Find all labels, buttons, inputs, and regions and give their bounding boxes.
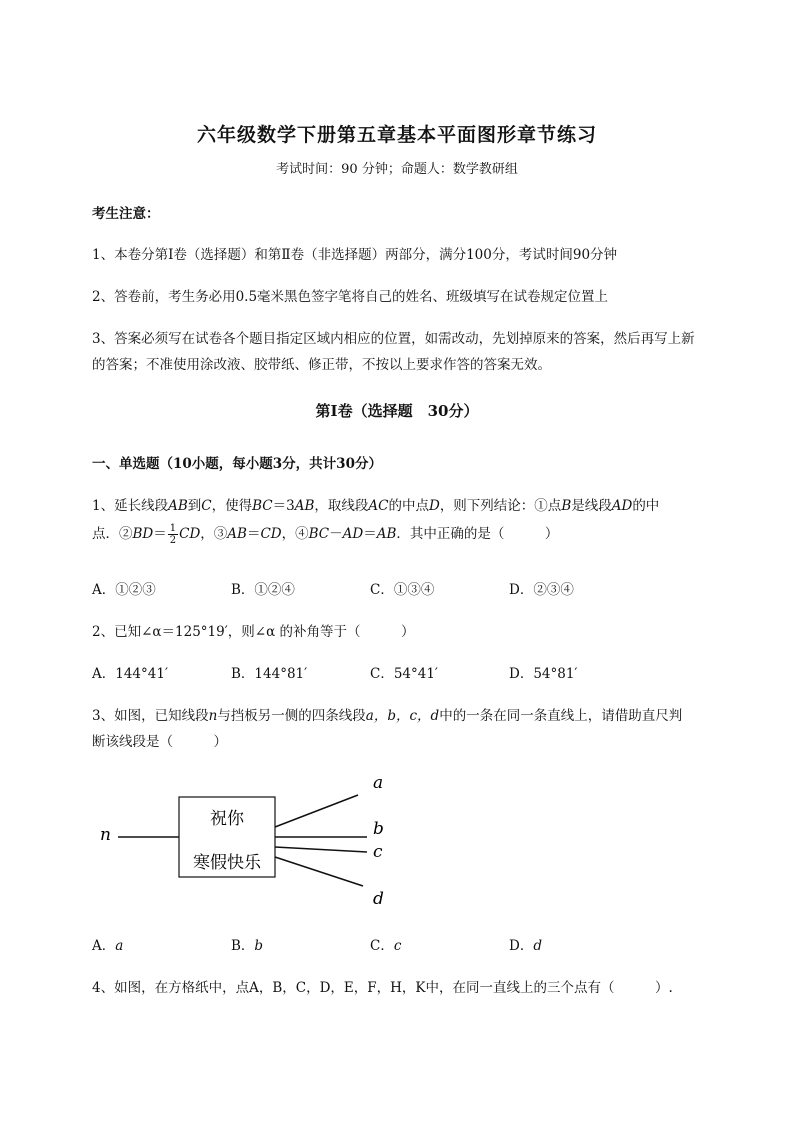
q2-option-a[interactable]: A．144°41′ [92,666,169,682]
q3-var: n [208,708,218,724]
exam-info: 考试时间：90 分钟；命题人：数学教研组 [276,162,518,177]
q1-text: ，取线段 [314,498,369,514]
q3-option-b[interactable] [231,934,263,954]
q1-var: AC [368,498,389,514]
q3-option-var: b [254,938,264,954]
q1-var: AB [376,526,397,542]
segment-d [275,857,363,886]
notice-heading: 考生注意： [92,206,160,222]
q1-var: AB [227,526,247,542]
q2-option-d[interactable]: D．54°81′ [509,666,578,682]
label-n: n [100,825,111,845]
q1-text: 是线段 [571,498,612,514]
q1-text: ，使得 [211,498,253,514]
question-1-line-1 [92,494,659,514]
q1-option-c[interactable]: C．①③④ [370,582,435,598]
page-title: 六年级数学下册第五章基本平面图形章节练习 [196,124,597,146]
q3-option-var: a [115,938,124,954]
q3-text: 与挡板另一侧的四条线段 [217,708,366,724]
q1-option-b[interactable]: B．①②④ [231,582,295,598]
notice-item-1: 1、本卷分第Ⅰ卷（选择题）和第Ⅱ卷（非选择题）两部分，满分100分，考试时间90分钟 [92,247,618,263]
question-2-stem: 2、已知∠α＝125°19′，则∠α 的补角等于（ ） [92,624,415,640]
part-heading: 一、单选题（10小题，每小题3分，共计30分） [92,456,382,472]
q2-option-b[interactable]: B．144°81′ [231,666,308,682]
q1-text: 的中点 [388,498,429,514]
q3-option-var: c [393,938,402,954]
q3-option-c[interactable] [370,934,401,954]
board-text-line-1: 祝你 [210,809,244,829]
q1-option-d[interactable]: D．②③④ [509,582,574,598]
q3-text: 中的一条在同一条直线上，请借助直尺判 [439,708,683,724]
question-1-line-2 [92,522,558,546]
q1-text: ，③ [200,526,228,542]
q3-text: 3、如图，已知线段 [92,708,209,724]
fraction-numerator: 1 [169,523,177,534]
label-d: d [373,889,384,909]
q1-text: ＝ [153,526,167,542]
notice-item-3-line-1: 3、答案必须写在试卷各个题目指定区域内相应的位置，如需改动，先划掉原来的答案，然后再写上新 [92,331,695,347]
q1-var: CD [260,526,282,542]
board-text-line-2: 寒假快乐 [193,853,261,873]
q3-option-prefix: B． [231,938,255,954]
q3-option-prefix: A． [92,938,116,954]
q1-var: BC [252,498,273,514]
fraction-denominator: 2 [169,535,177,546]
q1-var: BC [308,526,330,542]
question-3-line-1 [92,704,682,724]
q3-option-prefix: D． [509,938,534,954]
q1-option-a[interactable]: A．①②③ [92,582,156,598]
notice-item-3-line-2: 的答案；不准使用涂改液、胶带纸、修正带，不按以上要求作答的答案无效。 [92,357,551,373]
notice-item-2: 2、答卷前，考生务必用0.5毫米黑色签字笔将自己的姓名、班级填写在试卷规定位置上 [92,289,609,305]
q1-var: D [428,498,440,514]
q3-var: a，b，c，d [365,708,440,724]
q3-option-prefix: C． [370,938,394,954]
q1-var: CD [179,526,201,542]
section-title: 第Ⅰ卷（选择题 30分） [315,402,479,420]
q1-text: 到 [187,498,202,514]
q1-text: ，则下列结论：①点 [439,498,562,514]
q1-var: AD [342,526,364,542]
label-c: c [373,842,383,862]
q1-text: ＝3 [272,498,295,514]
q1-text: － [329,526,343,542]
q1-text: ＝ [246,526,261,542]
question-4-stem: 4、如图，在方格纸中，点A，B，C，D，E，F，H，K中，在同一直线上的三个点有（ ）. [92,980,673,996]
q1-text: ．其中正确的是（ ） [396,526,559,542]
q1-text: ，④ [281,526,309,542]
q1-var: C [201,498,212,514]
q1-var: BD [132,526,154,542]
q3-option-var: d [533,938,542,954]
q1-var: B [561,498,572,514]
q3-option-d[interactable] [509,934,542,954]
segment-c [275,847,367,852]
fraction-one-half [168,523,178,546]
q1-var: AD [611,498,633,514]
q1-var: AB [294,498,315,514]
q3-option-a[interactable] [92,934,123,954]
q3-figure [90,760,410,920]
q1-var: AB [168,498,188,514]
q1-text: 点．② [92,526,133,542]
label-b: b [373,819,384,839]
q1-text: ＝ [363,526,377,542]
q2-option-c[interactable]: C．54°41′ [370,666,439,682]
segment-a [275,795,358,827]
q1-text: 的中 [632,498,660,514]
q1-text: 1、延长线段 [92,498,169,514]
label-a: a [373,773,384,793]
question-3-line-2: 断该线段是（ ） [92,734,227,750]
